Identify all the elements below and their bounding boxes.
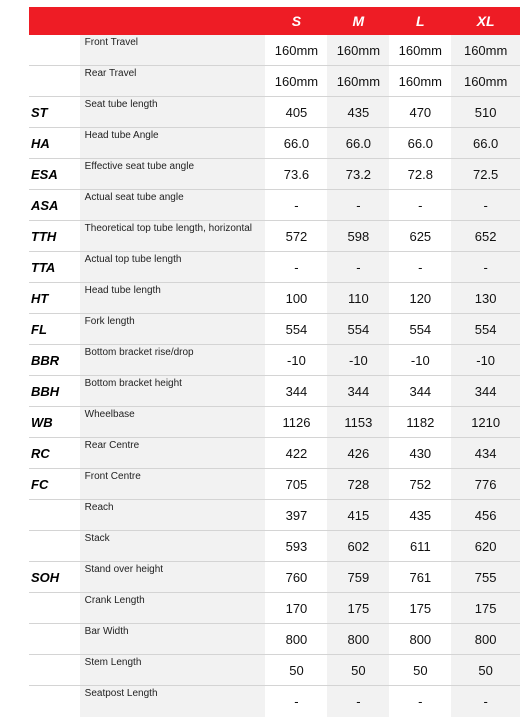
row-value-s: 66.0 bbox=[265, 128, 327, 159]
row-abbreviation bbox=[29, 500, 80, 531]
table-row bbox=[29, 221, 520, 252]
row-value-l: 160mm bbox=[389, 35, 451, 66]
table-row bbox=[29, 345, 520, 376]
row-label: Reach bbox=[80, 500, 266, 531]
row-value-s: 405 bbox=[265, 97, 327, 128]
row-value-m: 1153 bbox=[327, 407, 389, 438]
row-value-s: 160mm bbox=[265, 35, 327, 66]
row-value-m: 160mm bbox=[327, 66, 389, 97]
row-abbreviation: TTH bbox=[29, 221, 80, 252]
row-value-xl: 510 bbox=[451, 97, 520, 128]
row-value-l: 554 bbox=[389, 314, 451, 345]
row-value-xl: - bbox=[451, 252, 520, 283]
table-row bbox=[29, 159, 520, 190]
row-value-m: 554 bbox=[327, 314, 389, 345]
row-abbreviation: TTA bbox=[29, 252, 80, 283]
row-value-xl: 160mm bbox=[451, 66, 520, 97]
row-value-m: 426 bbox=[327, 438, 389, 469]
table-row bbox=[29, 35, 520, 66]
row-value-l: 625 bbox=[389, 221, 451, 252]
row-value-l: - bbox=[389, 190, 451, 221]
row-value-xl: 1210 bbox=[451, 407, 520, 438]
row-value-m: 175 bbox=[327, 593, 389, 624]
row-abbreviation bbox=[29, 593, 80, 624]
row-value-l: 160mm bbox=[389, 66, 451, 97]
row-value-m: 73.2 bbox=[327, 159, 389, 190]
row-value-l: 761 bbox=[389, 562, 451, 593]
table-row bbox=[29, 314, 520, 345]
row-abbreviation: WB bbox=[29, 407, 80, 438]
row-value-m: 759 bbox=[327, 562, 389, 593]
table-row bbox=[29, 376, 520, 407]
row-label: Bottom bracket height bbox=[80, 376, 266, 407]
row-value-xl: 50 bbox=[451, 655, 520, 686]
row-label: Effective seat tube angle bbox=[80, 159, 266, 190]
row-value-m: 415 bbox=[327, 500, 389, 531]
row-value-m: 800 bbox=[327, 624, 389, 655]
row-abbreviation: HA bbox=[29, 128, 80, 159]
row-value-xl: 620 bbox=[451, 531, 520, 562]
row-value-m: 344 bbox=[327, 376, 389, 407]
row-value-s: -10 bbox=[265, 345, 327, 376]
row-value-s: 344 bbox=[265, 376, 327, 407]
row-abbreviation: RC bbox=[29, 438, 80, 469]
row-value-s: 160mm bbox=[265, 66, 327, 97]
table-row bbox=[29, 624, 520, 655]
row-value-s: 73.6 bbox=[265, 159, 327, 190]
row-abbreviation: HT bbox=[29, 283, 80, 314]
size-header-s: S bbox=[265, 7, 327, 35]
row-value-xl: 554 bbox=[451, 314, 520, 345]
row-value-l: - bbox=[389, 686, 451, 717]
row-label: Stack bbox=[80, 531, 266, 562]
row-value-s: 100 bbox=[265, 283, 327, 314]
geometry-table bbox=[29, 7, 520, 717]
row-value-xl: - bbox=[451, 686, 520, 717]
row-value-xl: 160mm bbox=[451, 35, 520, 66]
row-label: Actual top tube length bbox=[80, 252, 266, 283]
row-value-s: 397 bbox=[265, 500, 327, 531]
row-abbreviation: ASA bbox=[29, 190, 80, 221]
row-value-l: 1182 bbox=[389, 407, 451, 438]
row-label: Head tube length bbox=[80, 283, 266, 314]
row-value-s: 760 bbox=[265, 562, 327, 593]
row-value-m: 602 bbox=[327, 531, 389, 562]
table-row bbox=[29, 283, 520, 314]
row-abbreviation bbox=[29, 35, 80, 66]
row-value-l: 430 bbox=[389, 438, 451, 469]
row-value-xl: 776 bbox=[451, 469, 520, 500]
row-label: Bottom bracket rise/drop bbox=[80, 345, 266, 376]
row-label: Seatpost Length bbox=[80, 686, 266, 717]
table-row bbox=[29, 66, 520, 97]
size-header-xl: XL bbox=[451, 7, 520, 35]
row-value-m: 435 bbox=[327, 97, 389, 128]
row-value-m: 598 bbox=[327, 221, 389, 252]
table-row bbox=[29, 97, 520, 128]
row-value-s: - bbox=[265, 686, 327, 717]
row-value-s: 593 bbox=[265, 531, 327, 562]
row-abbreviation: BBR bbox=[29, 345, 80, 376]
row-value-xl: 755 bbox=[451, 562, 520, 593]
table-row bbox=[29, 407, 520, 438]
row-value-l: 800 bbox=[389, 624, 451, 655]
row-value-xl: 456 bbox=[451, 500, 520, 531]
row-label: Crank Length bbox=[80, 593, 266, 624]
row-value-xl: 66.0 bbox=[451, 128, 520, 159]
row-abbreviation: ST bbox=[29, 97, 80, 128]
row-value-xl: 800 bbox=[451, 624, 520, 655]
row-abbreviation bbox=[29, 624, 80, 655]
row-value-m: 728 bbox=[327, 469, 389, 500]
geometry-table-body bbox=[29, 35, 520, 717]
row-value-l: -10 bbox=[389, 345, 451, 376]
row-value-s: - bbox=[265, 252, 327, 283]
row-value-l: 752 bbox=[389, 469, 451, 500]
row-value-m: - bbox=[327, 686, 389, 717]
row-value-m: - bbox=[327, 252, 389, 283]
row-value-xl: 652 bbox=[451, 221, 520, 252]
row-value-s: 572 bbox=[265, 221, 327, 252]
row-value-xl: 72.5 bbox=[451, 159, 520, 190]
row-value-l: 50 bbox=[389, 655, 451, 686]
row-value-m: - bbox=[327, 190, 389, 221]
row-value-xl: 344 bbox=[451, 376, 520, 407]
row-label: Theoretical top tube length, horizontal bbox=[80, 221, 266, 252]
size-header-m: M bbox=[327, 7, 389, 35]
row-value-xl: 434 bbox=[451, 438, 520, 469]
table-row bbox=[29, 438, 520, 469]
row-value-s: - bbox=[265, 190, 327, 221]
row-abbreviation bbox=[29, 686, 80, 717]
row-abbreviation: FC bbox=[29, 469, 80, 500]
table-row bbox=[29, 562, 520, 593]
row-abbreviation bbox=[29, 655, 80, 686]
row-label: Front Travel bbox=[80, 35, 266, 66]
row-value-xl: 130 bbox=[451, 283, 520, 314]
row-value-s: 705 bbox=[265, 469, 327, 500]
row-value-s: 800 bbox=[265, 624, 327, 655]
row-value-l: 175 bbox=[389, 593, 451, 624]
row-label: Front Centre bbox=[80, 469, 266, 500]
row-label: Rear Centre bbox=[80, 438, 266, 469]
table-row bbox=[29, 655, 520, 686]
row-value-l: 344 bbox=[389, 376, 451, 407]
row-label: Stem Length bbox=[80, 655, 266, 686]
row-value-l: - bbox=[389, 252, 451, 283]
row-value-l: 435 bbox=[389, 500, 451, 531]
row-abbreviation bbox=[29, 531, 80, 562]
table-row bbox=[29, 190, 520, 221]
table-row bbox=[29, 469, 520, 500]
row-value-xl: -10 bbox=[451, 345, 520, 376]
table-row bbox=[29, 252, 520, 283]
row-value-l: 72.8 bbox=[389, 159, 451, 190]
row-value-l: 66.0 bbox=[389, 128, 451, 159]
table-row bbox=[29, 128, 520, 159]
row-label: Bar Width bbox=[80, 624, 266, 655]
row-label: Head tube Angle bbox=[80, 128, 266, 159]
row-value-xl: 175 bbox=[451, 593, 520, 624]
table-row bbox=[29, 686, 520, 717]
size-header-row bbox=[29, 7, 520, 35]
table-row bbox=[29, 531, 520, 562]
row-value-m: 66.0 bbox=[327, 128, 389, 159]
row-value-s: 422 bbox=[265, 438, 327, 469]
row-value-m: 160mm bbox=[327, 35, 389, 66]
row-value-l: 470 bbox=[389, 97, 451, 128]
row-abbreviation: BBH bbox=[29, 376, 80, 407]
table-row bbox=[29, 593, 520, 624]
row-value-l: 120 bbox=[389, 283, 451, 314]
row-value-s: 50 bbox=[265, 655, 327, 686]
row-value-m: 50 bbox=[327, 655, 389, 686]
row-label: Seat tube length bbox=[80, 97, 266, 128]
row-label: Actual seat tube angle bbox=[80, 190, 266, 221]
row-label: Stand over height bbox=[80, 562, 266, 593]
row-abbreviation: SOH bbox=[29, 562, 80, 593]
row-value-s: 554 bbox=[265, 314, 327, 345]
table-row bbox=[29, 500, 520, 531]
row-value-m: -10 bbox=[327, 345, 389, 376]
header-blank-abbr bbox=[29, 7, 80, 35]
size-header-l: L bbox=[389, 7, 451, 35]
row-value-s: 1126 bbox=[265, 407, 327, 438]
row-value-xl: - bbox=[451, 190, 520, 221]
row-label: Rear Travel bbox=[80, 66, 266, 97]
row-abbreviation bbox=[29, 66, 80, 97]
row-value-m: 110 bbox=[327, 283, 389, 314]
row-abbreviation: FL bbox=[29, 314, 80, 345]
row-value-s: 170 bbox=[265, 593, 327, 624]
header-blank-desc bbox=[80, 7, 266, 35]
row-value-l: 611 bbox=[389, 531, 451, 562]
row-label: Fork length bbox=[80, 314, 266, 345]
row-abbreviation: ESA bbox=[29, 159, 80, 190]
row-label: Wheelbase bbox=[80, 407, 266, 438]
